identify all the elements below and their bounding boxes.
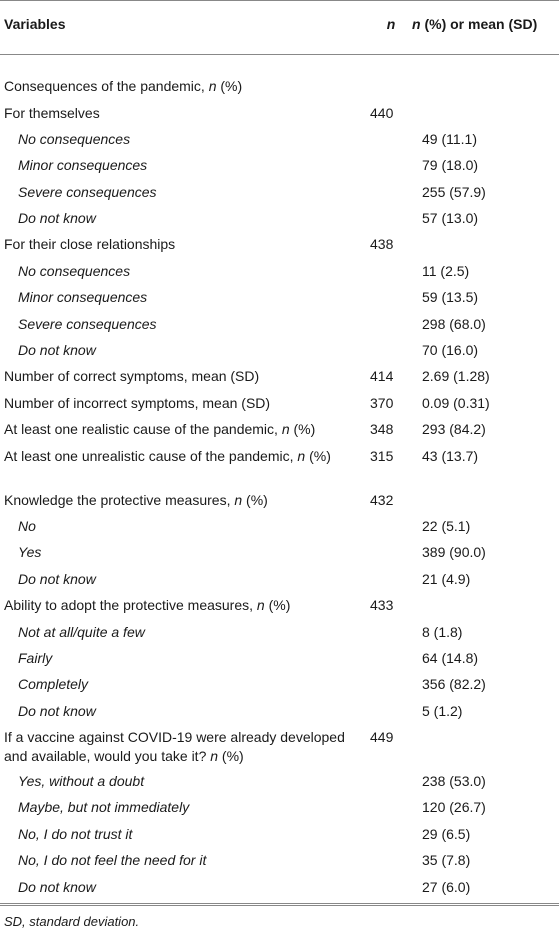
table-footnote: SD, standard deviation. (0, 905, 559, 929)
row-value: 2.69 (1.28) (422, 368, 490, 385)
row-n (370, 620, 412, 646)
table-row (0, 127, 559, 153)
row-n: 414 (370, 368, 394, 385)
row-n (370, 55, 412, 101)
row-label-text: Do not know (18, 342, 96, 359)
row-label (0, 391, 370, 417)
row-value (412, 725, 559, 769)
row-label (0, 259, 370, 285)
header-n (370, 1, 412, 55)
table-row (0, 285, 559, 311)
row-label-italic: n (256, 597, 265, 614)
row-n (370, 259, 412, 285)
table-header (0, 1, 559, 55)
header-variables: Variables (4, 16, 66, 32)
row-label-tail: (%) (242, 491, 268, 508)
row-value: 79 (18.0) (422, 157, 479, 174)
row-n (370, 567, 412, 593)
row-n (370, 822, 412, 848)
table-row (0, 259, 559, 285)
row-value: 11 (2.5) (422, 262, 470, 279)
row-value: 22 (5.1) (422, 517, 471, 534)
row-label (0, 444, 370, 488)
row-label (0, 822, 370, 848)
row-label (0, 55, 370, 101)
row-value: 238 (53.0) (422, 773, 486, 790)
row-label (0, 206, 370, 232)
row-label (0, 646, 370, 672)
row-value (412, 593, 559, 619)
row-n: 370 (370, 394, 394, 411)
row-label-text: Number of correct symptoms, mean (SD) (4, 368, 260, 385)
row-value: 8 (1.8) (422, 623, 463, 640)
row-value: 21 (4.9) (422, 570, 471, 587)
row-label-text: Knowledge the protective measures, (4, 491, 235, 508)
row-label-text: Severe consequences (18, 315, 157, 332)
row-label-text: No consequences (18, 262, 131, 279)
row-n: 315 (370, 447, 394, 464)
row-n: 438 (370, 236, 394, 253)
row-label (0, 593, 370, 619)
row-label-text: Number of incorrect symptoms, mean (SD) (4, 394, 271, 411)
row-label (0, 699, 370, 725)
row-n: 440 (370, 104, 394, 121)
table-row (0, 180, 559, 206)
row-label (0, 364, 370, 390)
row-value: 64 (14.8) (422, 649, 479, 666)
table-row (0, 620, 559, 646)
table-row (0, 312, 559, 338)
table-row (0, 153, 559, 179)
row-value (412, 55, 559, 101)
row-label (0, 567, 370, 593)
row-value: 293 (84.2) (422, 421, 486, 438)
row-label-text: Completely (18, 676, 89, 693)
row-label (0, 795, 370, 821)
row-n (370, 795, 412, 821)
table-row (0, 769, 559, 795)
row-value (412, 488, 559, 514)
table-row (0, 338, 559, 364)
row-label (0, 312, 370, 338)
row-label-italic: n (208, 78, 217, 94)
row-label (0, 285, 370, 311)
row-n: 433 (370, 597, 394, 614)
row-value (412, 101, 559, 127)
row-value: 120 (26.7) (422, 799, 486, 816)
row-label (0, 180, 370, 206)
row-label-text: Yes (18, 544, 42, 561)
row-label (0, 620, 370, 646)
row-value: 70 (16.0) (422, 342, 479, 359)
row-label-text: For themselves (4, 104, 100, 121)
row-label (0, 769, 370, 795)
row-n (370, 646, 412, 672)
row-n (370, 769, 412, 795)
table-row (0, 540, 559, 566)
row-label-tail: (%) (216, 78, 243, 94)
row-label (0, 540, 370, 566)
table-row (0, 822, 559, 848)
row-label-text: At least one realistic cause of the pandemic, (4, 421, 282, 438)
row-label-text: Ability to adopt the protective measures, (4, 597, 257, 614)
row-value: 49 (11.1) (422, 130, 477, 147)
table-row (0, 391, 559, 417)
header-stat (412, 1, 559, 55)
row-label-tail: (%) (305, 447, 331, 464)
row-label-text: Yes, without a doubt (18, 773, 145, 790)
row-value: 43 (13.7) (422, 447, 479, 464)
row-label-text: Minor consequences (18, 289, 148, 306)
row-label (0, 725, 370, 769)
row-n (370, 514, 412, 540)
row-label-text: No (18, 517, 36, 534)
row-label (0, 488, 370, 514)
table-row (0, 567, 559, 593)
row-value: 59 (13.5) (422, 289, 479, 306)
row-value: 0.09 (0.31) (422, 394, 490, 411)
row-value: 356 (82.2) (422, 676, 486, 693)
table-row (0, 444, 559, 488)
table-row (0, 101, 559, 127)
row-label-text: Severe consequences (18, 183, 157, 200)
row-label (0, 338, 370, 364)
row-n: 348 (370, 421, 394, 438)
row-label-text: Do not know (18, 570, 96, 587)
row-label-italic: n (297, 447, 306, 464)
row-label-italic: n (281, 421, 290, 438)
table-row (0, 875, 559, 901)
row-label-italic: n (210, 748, 219, 765)
row-value: 57 (13.0) (422, 210, 479, 227)
table-row (0, 646, 559, 672)
row-label-text: No, I do not trust it (18, 825, 133, 842)
row-label-text: For their close relationships (4, 236, 176, 253)
row-value: 29 (6.5) (422, 825, 471, 842)
row-value: 298 (68.0) (422, 315, 486, 332)
table-row (0, 417, 559, 443)
row-label-text: No, I do not feel the need for it (18, 852, 207, 869)
table-row (0, 725, 559, 769)
table-row (0, 593, 559, 619)
row-label (0, 232, 370, 258)
row-value: 27 (6.0) (422, 878, 471, 895)
row-label (0, 127, 370, 153)
table-row (0, 699, 559, 725)
row-value (412, 232, 559, 258)
row-label-text: If a vaccine against COVID-19 were already developed and available, would you take it? (4, 729, 345, 765)
row-n (370, 153, 412, 179)
table-row (0, 206, 559, 232)
header-stat-rest: (%) or mean (SD) (420, 16, 538, 32)
row-label-text: No consequences (18, 130, 131, 147)
header-stat-italic: n (412, 16, 421, 32)
table-row (0, 488, 559, 514)
row-label-text: Do not know (18, 878, 96, 895)
table-row (0, 848, 559, 874)
row-n (370, 699, 412, 725)
row-label-tail: (%) (289, 421, 316, 438)
row-value: 255 (57.9) (422, 183, 486, 200)
row-label-italic: n (234, 491, 243, 508)
row-label (0, 101, 370, 127)
table-row (0, 364, 559, 390)
row-n (370, 875, 412, 901)
row-value: 5 (1.2) (422, 702, 463, 719)
row-n (370, 672, 412, 698)
row-label-tail: (%) (264, 597, 291, 614)
row-value: 389 (90.0) (422, 544, 486, 561)
table-row (0, 55, 559, 101)
row-label-text: Do not know (18, 210, 96, 227)
header-n-text: n (386, 16, 396, 32)
row-label-text: Maybe, but not immediately (18, 799, 190, 816)
row-label-text: Do not know (18, 702, 96, 719)
row-label (0, 875, 370, 901)
table-body (0, 55, 559, 902)
row-n (370, 312, 412, 338)
row-n (370, 848, 412, 874)
row-label (0, 417, 370, 443)
row-label-text: Fairly (18, 649, 53, 666)
row-n: 449 (370, 729, 394, 746)
table-row (0, 795, 559, 821)
row-n (370, 338, 412, 364)
row-label-text: Not at all/quite a few (18, 623, 145, 640)
row-n (370, 180, 412, 206)
row-n (370, 206, 412, 232)
row-label (0, 514, 370, 540)
row-n (370, 540, 412, 566)
row-label (0, 153, 370, 179)
table-row (0, 232, 559, 258)
row-label-text: Minor consequences (18, 157, 148, 174)
table-row (0, 514, 559, 540)
row-label (0, 848, 370, 874)
row-label-text: Consequences of the pandemic, (4, 78, 209, 94)
row-label-tail: (%) (218, 748, 244, 765)
row-label (0, 672, 370, 698)
row-n (370, 285, 412, 311)
row-label-text: At least one unrealistic cause of the pandemic, (4, 447, 298, 464)
row-n: 432 (370, 491, 394, 508)
table-row (0, 672, 559, 698)
row-value: 35 (7.8) (422, 852, 471, 869)
row-n (370, 127, 412, 153)
bottom-rule (0, 903, 559, 904)
